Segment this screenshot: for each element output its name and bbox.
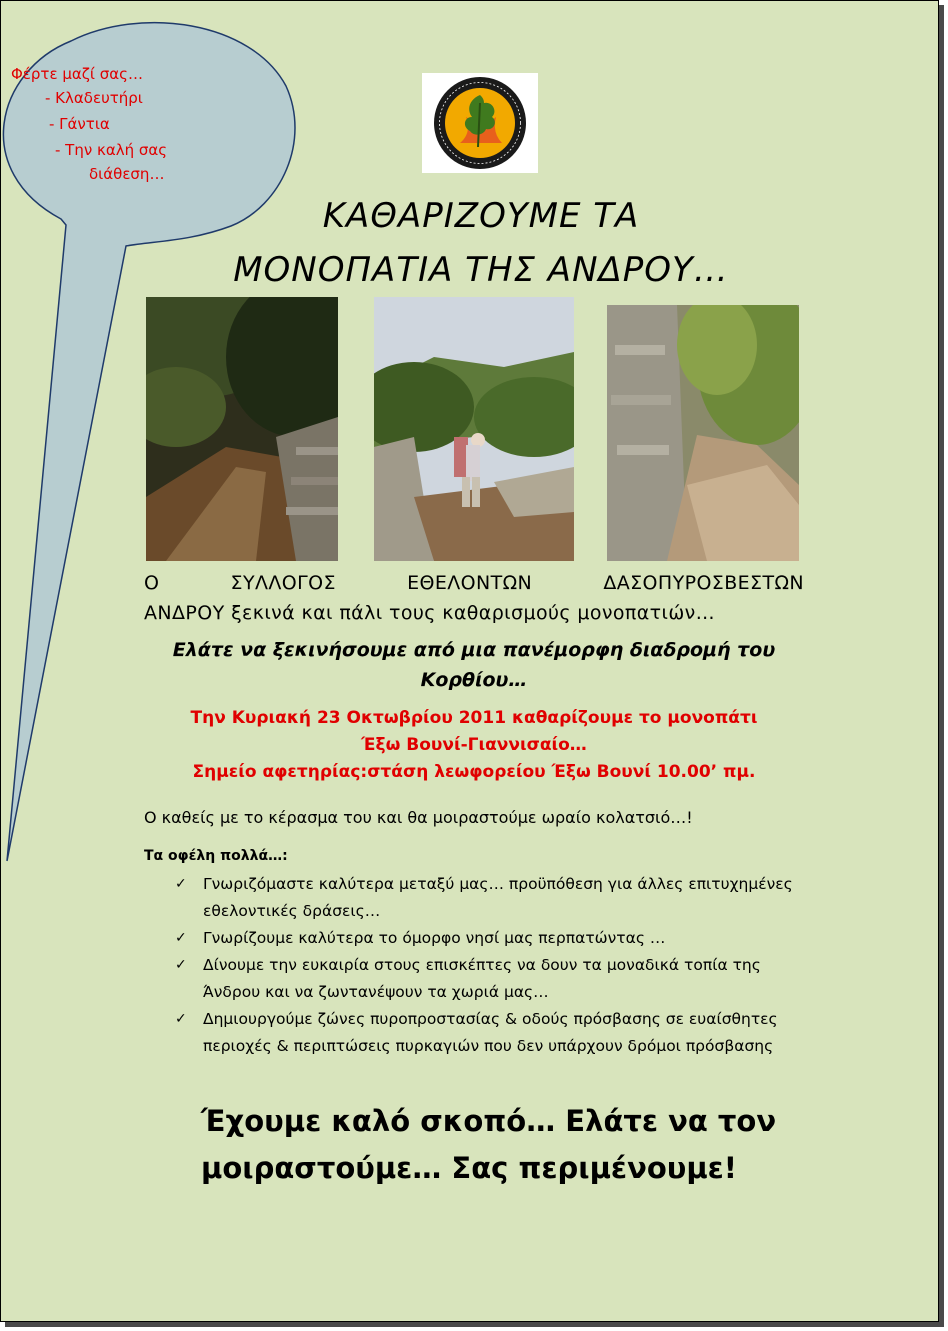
invite-text: Ελάτε να ξεκινήσουμε από μια πανέμορφη διαδρομή του Κορθίου… <box>172 639 776 691</box>
benefits-heading: Τα οφέλη πολλά…: <box>144 848 288 864</box>
check-icon: ✓ <box>175 957 187 973</box>
list-item: ✓ Δίνουμε την ευκαιρία στους επισκέπτες να δουν τα μοναδικά τοπία της Άνδρου και να ζωντανέψουν τα χωριά μας… <box>175 952 815 1006</box>
association-logo <box>422 73 538 173</box>
list-item: ✓ Γνωριζόμαστε καλύτερα μεταξύ μας… προϋπόθεση για άλλες επιτυχημένες εθελοντικές δράσεις… <box>175 871 815 925</box>
benefits-list <box>175 871 815 1060</box>
closing-line-1: Έχουμε καλό σκοπό… Ελάτε να τον <box>201 1104 777 1138</box>
event-date: Την Κυριακή 23 Οκτωβρίου 2011 καθαρίζουμε το μονοπάτι <box>190 708 758 728</box>
bring-item-mood-cont: διάθεση… <box>89 165 165 183</box>
event-details <box>144 705 804 786</box>
event-route: Έξω Βουνί-Γιαννισαίο… <box>361 735 587 755</box>
trail-photo-2 <box>374 297 574 561</box>
trail-photo-1 <box>146 297 338 561</box>
closing-message <box>201 1098 821 1192</box>
intro-paragraph <box>144 568 804 628</box>
title-line-2: ΜΟΝΟΠΑΤΙΑ ΤΗΣ ΑΝΔΡΟΥ… <box>233 250 729 290</box>
snack-note: Ο καθείς με το κέρασμα του και θα μοιραστούμε ωραίο κολατσιό…! <box>144 808 693 827</box>
check-icon: ✓ <box>175 930 187 946</box>
title-line-1: ΚΑΘΑΡΙΖΟΥΜΕ ΤΑ <box>322 196 640 236</box>
intro-line-2: ΑΝΔΡΟΥ ξεκινά και πάλι τους καθαρισμούς μονοπατιών… <box>144 602 716 624</box>
bring-heading: Φέρτε μαζί σας… <box>11 65 143 83</box>
trail-photo-3 <box>607 305 799 561</box>
page-title <box>131 189 831 297</box>
bring-item-mood: - Την καλή σας <box>55 141 168 159</box>
bring-item-pruners: - Κλαδευτήρι <box>45 89 143 107</box>
list-item: ✓ Γνωρίζουμε καλύτερα το όμορφο νησί μας περπατώντας … <box>175 925 815 952</box>
closing-line-2: μοιραστούμε… Σας περιμένουμε! <box>201 1151 738 1185</box>
check-icon: ✓ <box>175 876 187 892</box>
check-icon: ✓ <box>175 1011 187 1027</box>
event-meeting-point: Σημείο αφετηρίας:στάση λεωφορείου Έξω Βουνί 10.00’ πμ. <box>192 762 756 782</box>
list-item: ✓ Δημιουργούμε ζώνες πυροπροστασίας & οδούς πρόσβασης σε ευαίσθητες περιοχές & περιπτώσεις πυρκαγιών που δεν υπάρχουν δρόμοι πρόσβασης <box>175 1006 815 1060</box>
bring-item-gloves: - Γάντια <box>49 115 110 133</box>
intro-line-1: Ο ΣΥΛΛΟΓΟΣ ΕΘΕΛΟΝΤΩΝ ΔΑΣΟΠΥΡΟΣΒΕΣΤΩΝ <box>144 572 804 594</box>
